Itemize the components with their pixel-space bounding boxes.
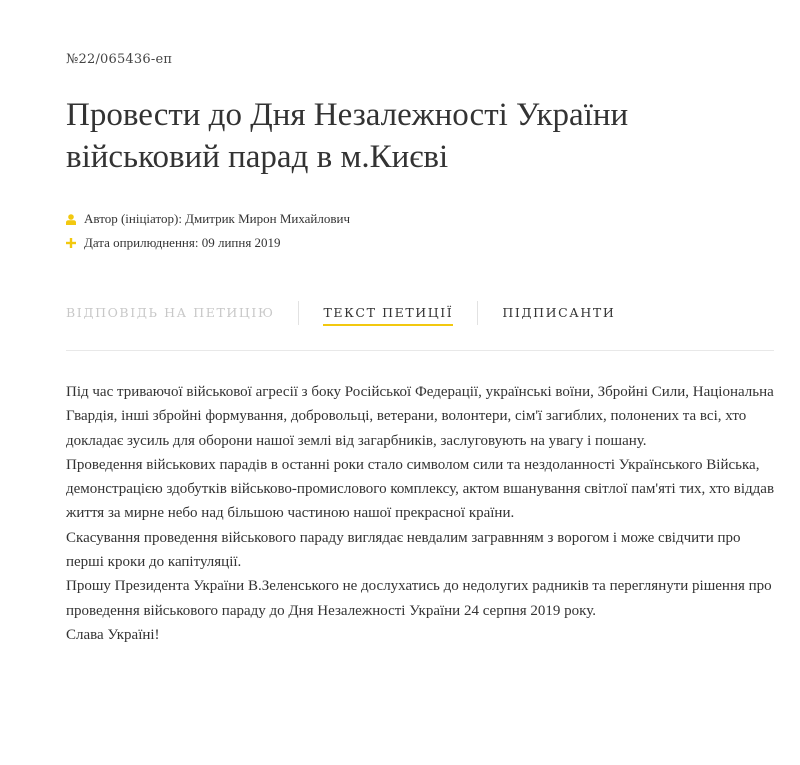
paragraph: Проведення військових парадів в останні роки стало символом сили та нездоланності Українського Війська, демонстрацією здобутків військово-промислового комплексу, актом вшанування світлої пам'яті тих, хто віддав життя за мирне небо над більшою частиною нашої прекрасної країни.: [66, 456, 775, 522]
author-label: Автор (ініціатор): Дмитрик Мирон Михайлович: [84, 211, 351, 226]
tab-divider: [298, 301, 299, 325]
date-label: Дата оприлюднення: 09 липня 2019: [84, 235, 281, 250]
paragraph: Прошу Президента України В.Зеленського не дослухатись до недолугих радників та переглянути рішення про проведення військового параду до Дня Незалежності України 24 серпня 2019 року.: [66, 578, 772, 619]
date-row: [66, 231, 350, 255]
petition-number: №22/065436-еп: [66, 52, 173, 67]
author-row: [66, 207, 350, 231]
plus-icon: [66, 237, 76, 249]
paragraph: Скасування проведення військового параду виглядає невдалим загравнням з ворогом і може свідчити про перші кроки до капітуляції.: [66, 529, 741, 571]
paragraph: Слава Україні!: [66, 626, 160, 643]
user-icon: [66, 213, 76, 225]
paragraph: Під час триваючої військової агресії з боку Російської Федерації, українські воїни, Збройні Сили, Національна Гвардія, інші збройні формування, добровольці, ветерани, волонтери, сім'ї загиблих, полонених та всі, хто докладає зусиль для оборони нашої землі від загарбників, заслуговують на увагу і пошану.: [66, 384, 774, 449]
petition-text: [66, 380, 776, 647]
tab-divider: [477, 301, 478, 325]
petition-tabs: [66, 298, 774, 351]
petition-title: Провести до Дня Незалежності України військовий парад в м.Києві: [66, 97, 629, 175]
tab-petition-text[interactable]: ТЕКСТ ПЕТИЦІЇ: [323, 298, 453, 326]
tab-response[interactable]: ВІДПОВІДЬ НА ПЕТИЦІЮ: [66, 305, 275, 320]
tab-signers[interactable]: ПІДПИСАНТИ: [502, 305, 616, 320]
petition-meta: [66, 207, 350, 255]
